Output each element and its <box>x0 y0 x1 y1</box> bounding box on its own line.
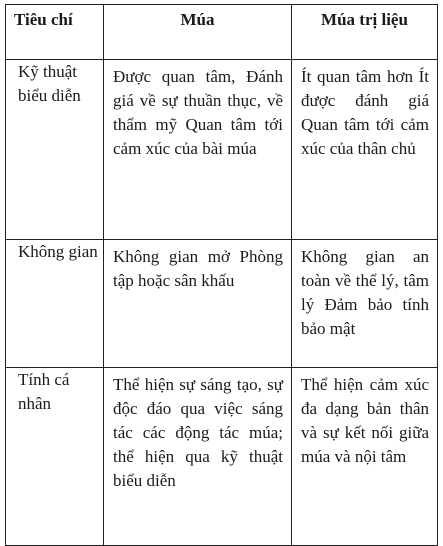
criterion-cell: Kỹ thuật biểu diễn <box>6 60 104 240</box>
dance-cell: Thể hiện sự sáng tạo, sự độc đáo qua việc sáng tác các động tác múa; thể hiện qua kỹ thuật biểu diễn <box>104 368 292 546</box>
therapy-cell: Không gian an toàn về thể lý, tâm lý Đảm bảo tính bảo mật <box>292 240 438 368</box>
table-row <box>6 240 438 368</box>
header-dance-therapy: Múa trị liệu <box>292 5 438 60</box>
criterion-cell: Tính cá nhân <box>6 368 104 546</box>
table-row <box>6 60 438 240</box>
table-row <box>6 368 438 546</box>
therapy-cell: Thể hiện cảm xúc đa dạng bản thân và sự kết nối giữa múa và nội tâm <box>292 368 438 546</box>
therapy-cell: Ít quan tâm hơn Ít được đánh giá Quan tâm tới cảm xúc của thân chủ <box>292 60 438 240</box>
criterion-cell: Không gian <box>6 240 104 368</box>
header-criterion: Tiêu chí <box>6 5 104 60</box>
dance-cell: Được quan tâm, Đánh giá về sự thuần thục, về thẩm mỹ Quan tâm tới cảm xúc của bài múa <box>104 60 292 240</box>
header-row <box>6 5 438 60</box>
comparison-table <box>5 4 438 546</box>
dance-cell: Không gian mở Phòng tập hoặc sân khấu <box>104 240 292 368</box>
header-dance: Múa <box>104 5 292 60</box>
